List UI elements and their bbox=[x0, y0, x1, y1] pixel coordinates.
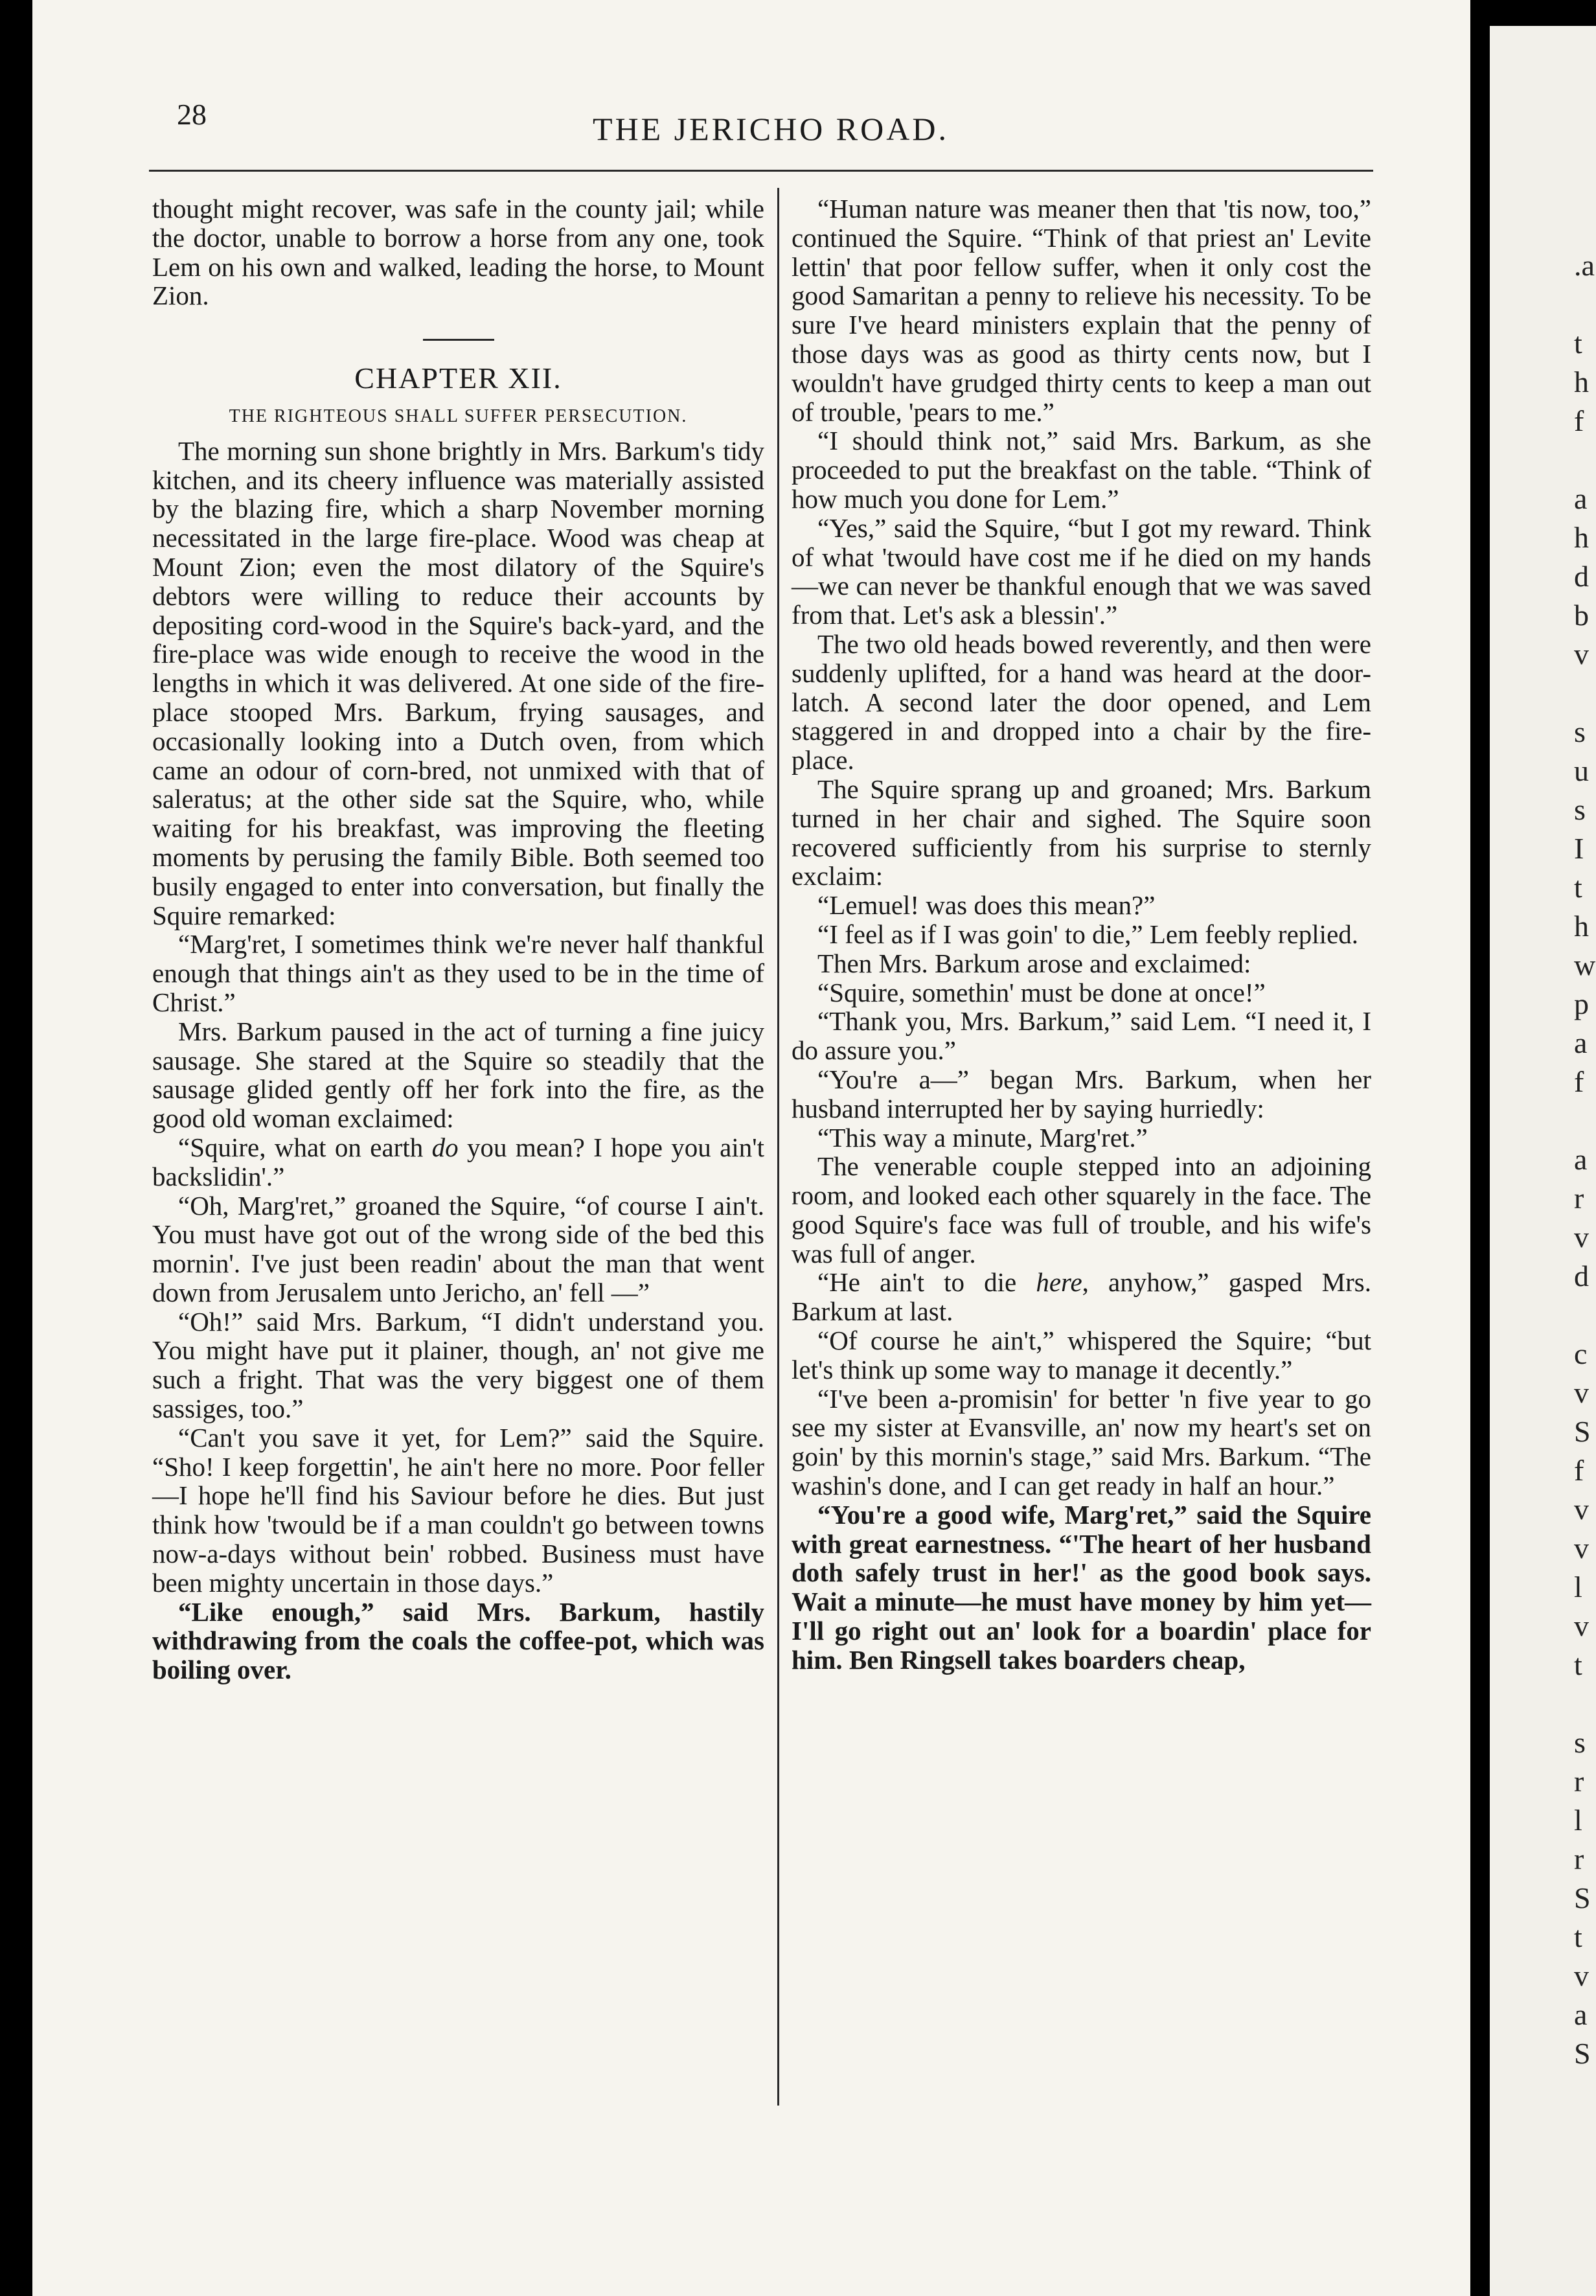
paragraph: “You're a—” began Mrs. Barkum, when her husband interrupted her by saying hurriedly: bbox=[792, 1064, 1371, 1123]
paragraph: “Yes,” said the Squire, “but I got my reward. Think of what 'twould have cost me if he died on my hands—we can never be thankful enough that we was saved from that. Let's ask a blessin'.” bbox=[792, 512, 1371, 630]
chapter-subtitle: THE RIGHTEOUS SHALL SUFFER PERSECUTION. bbox=[229, 406, 688, 426]
text-run: “He ain't to die bbox=[817, 1267, 1036, 1298]
paragraph: “Like enough,” said Mrs. Barkum, hastily withdrawing from the coals the coffee-pot, which was boiling over. bbox=[152, 1596, 764, 1685]
chapter-title: CHAPTER XII. bbox=[354, 362, 562, 395]
column-divider bbox=[777, 188, 779, 2106]
paragraph: “Marg'ret, I sometimes think we're never half thankful enough that things ain't as they used to be in the time of Christ.” bbox=[152, 929, 764, 1017]
paragraph bbox=[152, 1133, 764, 1191]
text-run: you mean? I hope you ain't backslidin'.” bbox=[152, 1132, 764, 1191]
paragraph: “I should think not,” said Mrs. Barkum, as she proceeded to put the breakfast on the table. “Think of how much you done for Lem.” bbox=[792, 426, 1371, 514]
paragraph bbox=[792, 1268, 1371, 1326]
paragraph: The two old heads bowed reverently, and then were suddenly uplifted, for a hand was heard at the door-latch. A second later the door opened, and Lem staggered in and dropped into a chair by the fire-place. bbox=[792, 628, 1371, 775]
paragraph: “Oh, Marg'ret,” groaned the Squire, “of course I ain't. You must have got out of the wrong side of the bed this mornin'. I've just been readin' about the man that went down from Jerusalem unto Jericho, an' fell —” bbox=[152, 1190, 764, 1307]
paragraph: The Squire sprang up and groaned; Mrs. Barkum turned in her chair and sighed. The Squire soon recovered sufficiently from his surprise to sternly exclaim: bbox=[792, 774, 1371, 891]
adjacent-page-edge bbox=[1490, 26, 1596, 2296]
paragraph: The morning sun shone brightly in Mrs. Barkum's tidy kitchen, and its cheery influence was materially assisted by the blazing fire, which a sharp November morning necessitated in the large fire-place. Wood was cheap at Mount Zion; even the most dilatory of the Squire's debtors were willing to reduce their accounts by depositing cord-wood in the Squire's back-yard, and the fire-place was wide enough to receive the wood in the lengths in which it was delivered. At one side of the fire-place stooped Mrs. Barkum, frying sausages, and occasionally looking into a Dutch oven, from which came an odour of corn-bred, not unmixed with that of saleratus; at the other side sat the Squire, who, while waiting for his breakfast, was improving the fleeting moments by perusing the family Bible. Both seemed too busily engaged to enter into conversation, but finally the Squire remarked: bbox=[152, 435, 764, 930]
emphasis: here bbox=[1036, 1267, 1082, 1298]
paragraph: “Thank you, Mrs. Barkum,” said Lem. “I need it, I do assure you.” bbox=[792, 1006, 1371, 1066]
chapter-separator-rule bbox=[423, 339, 494, 341]
paragraph: “Squire, somethin' must be done at once!” bbox=[817, 977, 1266, 1007]
paragraph: The venerable couple stepped into an adjoining room, and looked each other squarely in the face. The good Squire's face was full of trouble, and his wife's was full of anger. bbox=[792, 1151, 1371, 1269]
paragraph: “I feel as if I was goin' to die,” Lem feebly replied. bbox=[817, 919, 1359, 949]
paragraph: “Can't you save it yet, for Lem?” said the Squire. “Sho! I keep forgettin', he ain't here no more. Poor feller—I hope he'll find his Saviour before he dies. But just think how 'twould be if a man couldn't go between towns now-a-days without bein' robbed. Business must have been mighty uncertain in those days.” bbox=[152, 1422, 764, 1598]
paragraph: “Oh!” said Mrs. Barkum, “I didn't understand you. You might have put it plainer, though, an' not give me such a fright. That was the very biggest one of them sassiges, too.” bbox=[152, 1306, 764, 1424]
adjacent-page-text: .a t h f a h d b v s u s I t h w p a f a r v d c v S f v v l v t s r l r S t v a S bbox=[1574, 249, 1596, 2070]
right-column bbox=[792, 194, 1371, 1675]
text-run: “Squire, what on earth bbox=[178, 1132, 432, 1162]
running-title: THE JERICHO ROAD. bbox=[593, 111, 949, 147]
emphasis: do bbox=[431, 1132, 459, 1162]
paragraph: Mrs. Barkum paused in the act of turning a fine juicy sausage. She stared at the Squire so steadily that the sausage glided gently off her fork into the fire, as the good old woman exclaimed: bbox=[152, 1016, 764, 1134]
paragraph: “You're a good wife, Marg'ret,” said the Squire with great earnestness. “'The heart of her husband doth safely trust in her!' as the good book says. Wait a minute—he must have money by him yet—I'll go right out an' look for a boardin' place for him. Ben Ringsell takes boarders cheap, bbox=[792, 1499, 1371, 1675]
header-rule bbox=[149, 170, 1373, 172]
book-gutter bbox=[1470, 0, 1490, 2296]
paragraph: “Lemuel! was does this mean?” bbox=[817, 890, 1156, 921]
left-column bbox=[152, 194, 764, 1684]
paragraph: “This way a minute, Marg'ret.” bbox=[817, 1122, 1148, 1153]
page-header bbox=[32, 97, 1470, 155]
paragraph: “Human nature was meaner then that 'tis now, too,” continued the Squire. “Think of that priest an' Levite lettin' that poor fellow suffer, when it only cost the good Samaritan a penny to relieve his necessity. To be sure I've heard ministers explain that the penny of those days was as good as thirty cents now, but I wouldn't have grudged thirty cents to keep a man out of trouble, 'pears to me.” bbox=[792, 194, 1371, 427]
paragraph: “I've been a-promisin' for better 'n five year to go see my sister at Evansville, an' now my heart's set on goin' by this mornin's stage,” said Mrs. Barkum. “The washin's done, and I can get ready in half an hour.” bbox=[792, 1383, 1371, 1501]
paragraph: Then Mrs. Barkum arose and exclaimed: bbox=[817, 948, 1251, 978]
paragraph: “Of course he ain't,” whispered the Squire; “but let's think up some way to manage it decently.” bbox=[792, 1326, 1371, 1384]
paragraph: thought might recover, was safe in the county jail; while the doctor, unable to borrow a horse from any one, took Lem on his own and walked, leading the horse, to Mount Zion. bbox=[152, 194, 764, 311]
page-number: 28 bbox=[177, 98, 207, 131]
text-run: , anyhow,” gasped Mrs. Barkum at last. bbox=[792, 1267, 1371, 1327]
